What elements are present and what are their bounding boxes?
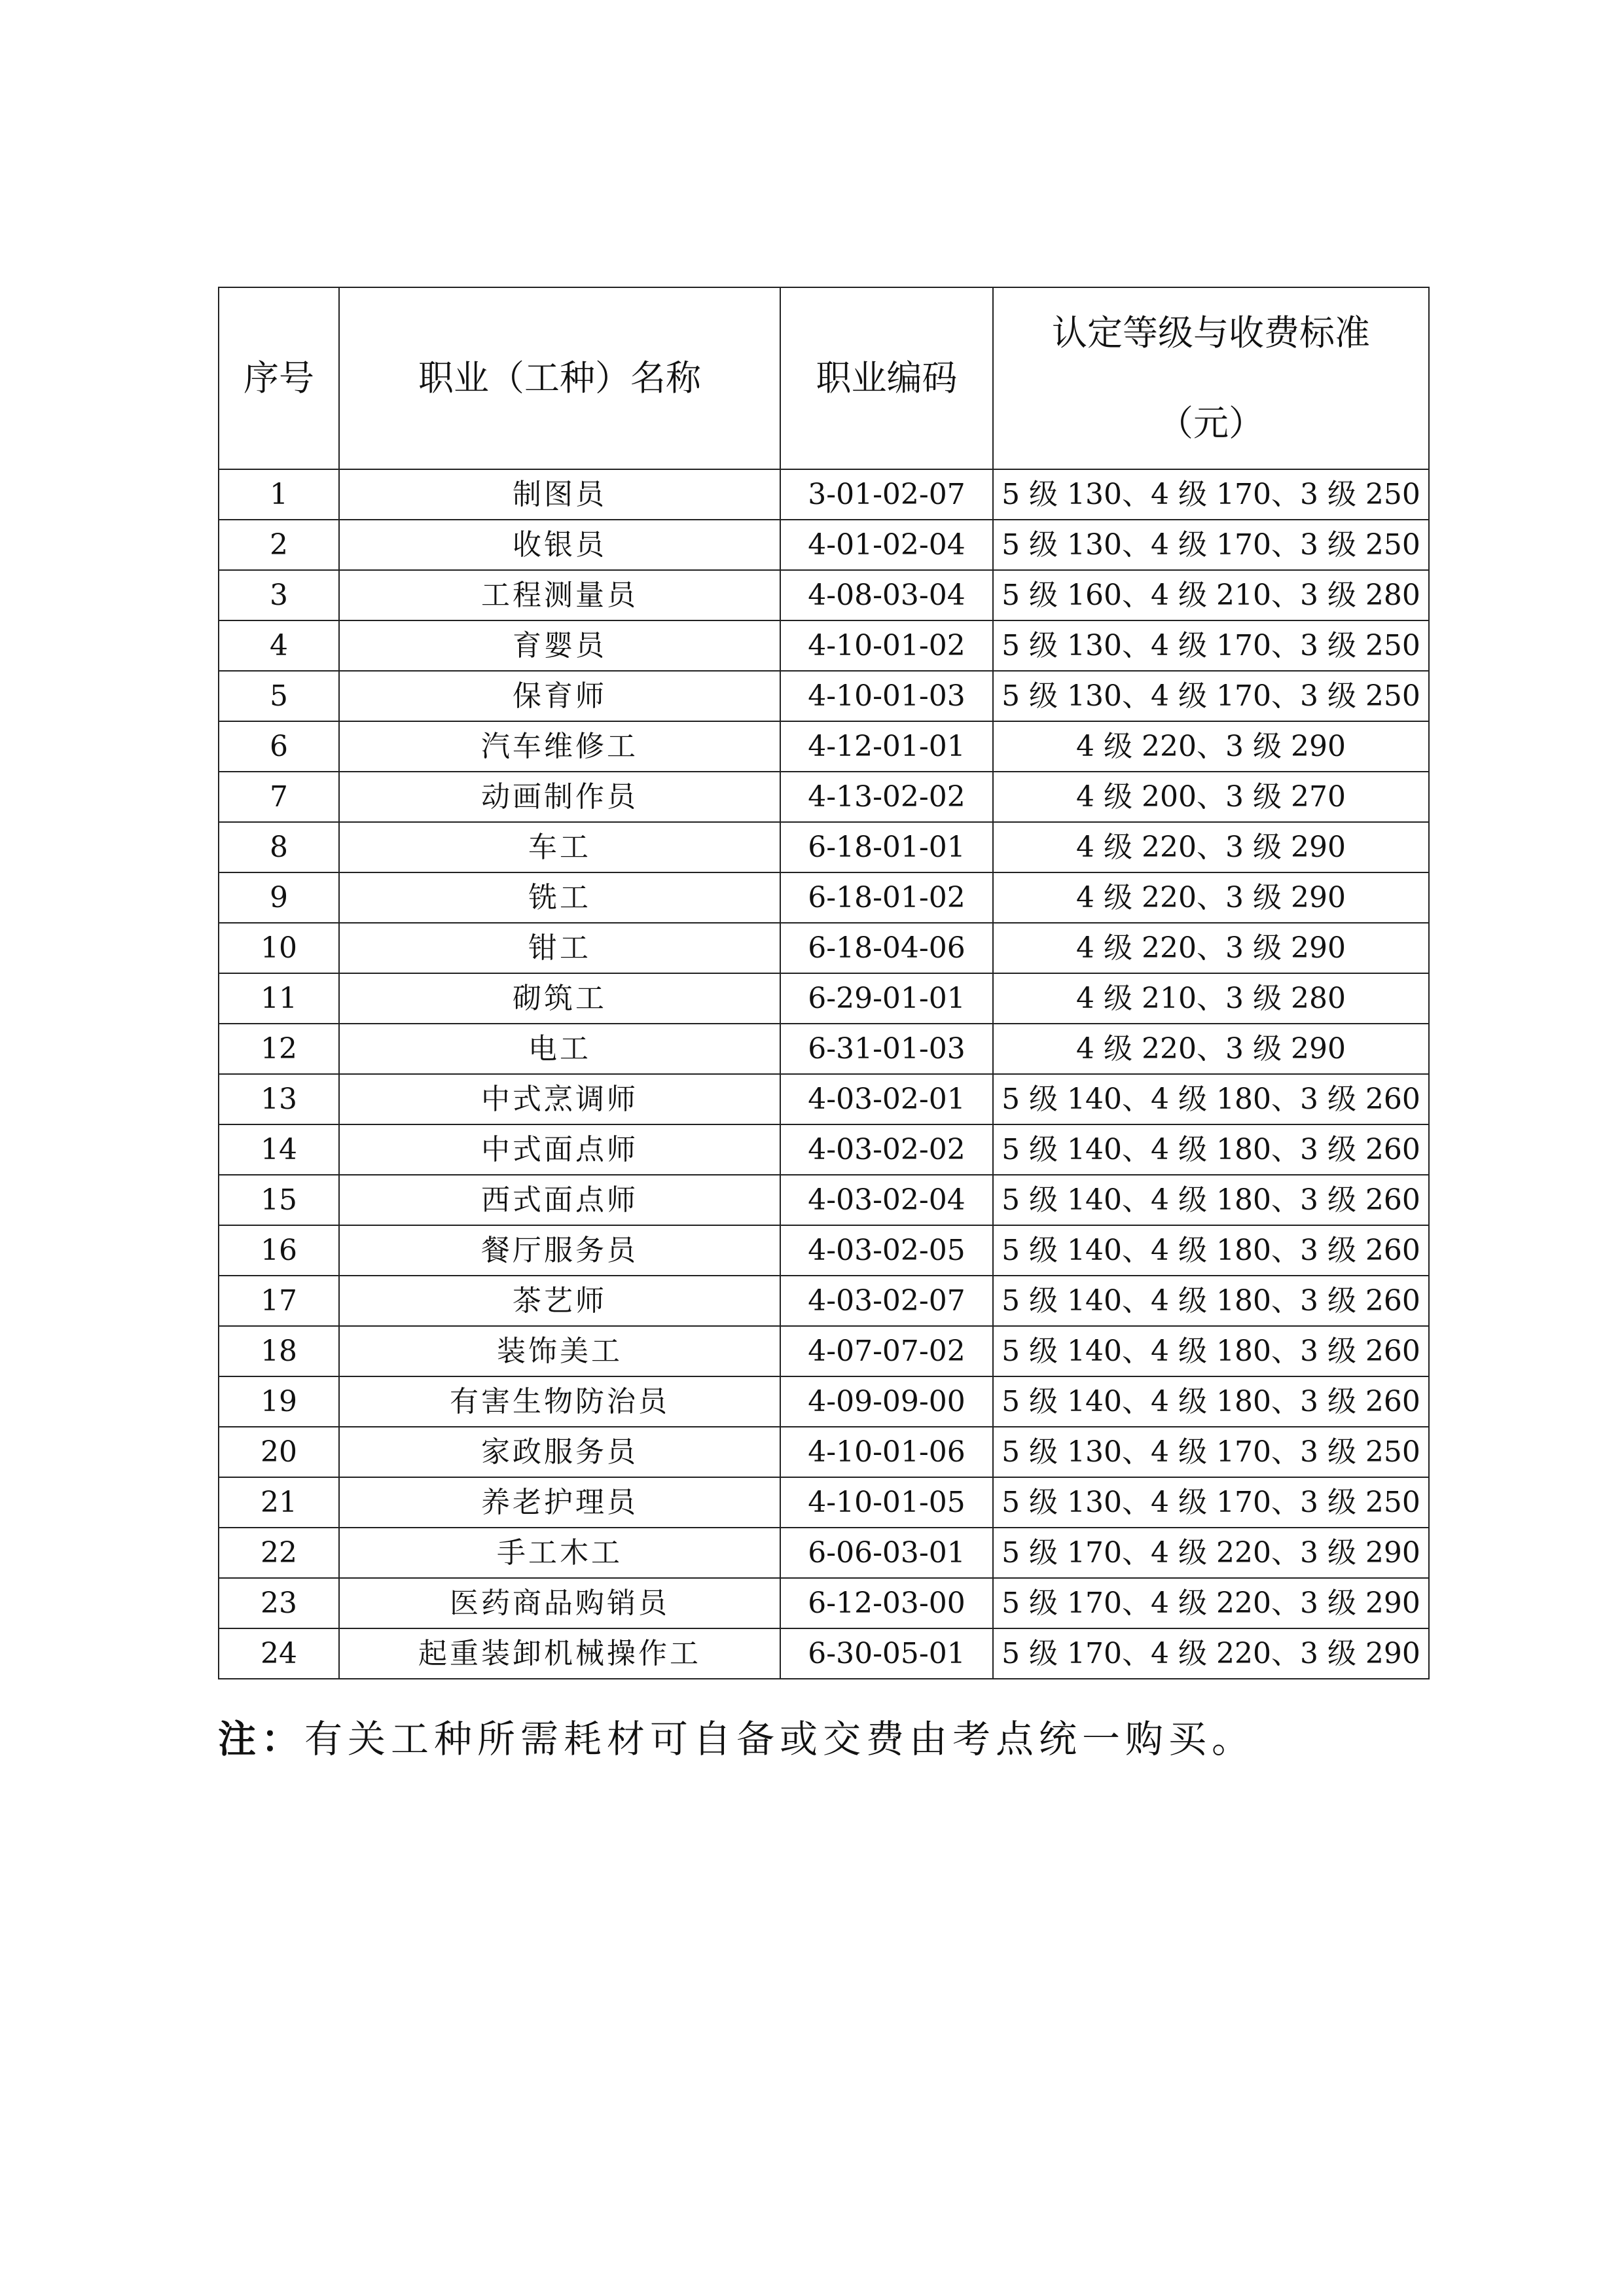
header-fee-standard xyxy=(993,287,1429,469)
cell-occupation-code: 4-03-02-05 xyxy=(780,1225,993,1276)
cell-seq: 23 xyxy=(219,1578,339,1628)
cell-occupation-code: 4-08-03-04 xyxy=(780,570,993,620)
cell-occupation-code: 4-10-01-03 xyxy=(780,671,993,721)
cell-occupation-code: 6-18-01-01 xyxy=(780,822,993,872)
cell-occupation-name: 车工 xyxy=(339,822,780,872)
cell-seq: 7 xyxy=(219,772,339,822)
footnote-prefix: 注： xyxy=(218,1717,305,1761)
cell-occupation-name: 电工 xyxy=(339,1024,780,1074)
cell-occupation-code: 6-29-01-01 xyxy=(780,973,993,1024)
cell-fee-standard: 5 级 130、4 级 170、3 级 250 xyxy=(993,1427,1429,1477)
cell-seq: 9 xyxy=(219,872,339,923)
cell-occupation-name: 茶艺师 xyxy=(339,1276,780,1326)
table-row xyxy=(219,469,1429,520)
table-row xyxy=(219,1175,1429,1225)
cell-occupation-name: 养老护理员 xyxy=(339,1477,780,1528)
cell-occupation-name: 工程测量员 xyxy=(339,570,780,620)
table-body xyxy=(219,469,1429,1679)
cell-fee-standard: 5 级 170、4 级 220、3 级 290 xyxy=(993,1628,1429,1679)
cell-occupation-name: 铣工 xyxy=(339,872,780,923)
footnote-text: 有关工种所需耗材可自备或交费由考点统一购买。 xyxy=(304,1717,1255,1761)
cell-fee-standard: 5 级 170、4 级 220、3 级 290 xyxy=(993,1578,1429,1628)
table-row xyxy=(219,923,1429,973)
cell-occupation-name: 保育师 xyxy=(339,671,780,721)
cell-occupation-code: 4-10-01-02 xyxy=(780,620,993,671)
table-row xyxy=(219,872,1429,923)
cell-occupation-code: 4-03-02-01 xyxy=(780,1074,993,1124)
table-row xyxy=(219,1024,1429,1074)
cell-seq: 1 xyxy=(219,469,339,520)
cell-occupation-name: 砌筑工 xyxy=(339,973,780,1024)
cell-fee-standard: 4 级 210、3 级 280 xyxy=(993,973,1429,1024)
fee-standard-table xyxy=(218,287,1430,1679)
cell-seq: 6 xyxy=(219,721,339,772)
cell-seq: 16 xyxy=(219,1225,339,1276)
table-row xyxy=(219,1427,1429,1477)
cell-seq: 18 xyxy=(219,1326,339,1376)
cell-fee-standard: 5 级 130、4 级 170、3 级 250 xyxy=(993,469,1429,520)
table-row xyxy=(219,822,1429,872)
table-row xyxy=(219,1276,1429,1326)
cell-occupation-code: 4-09-09-00 xyxy=(780,1376,993,1427)
cell-occupation-name: 手工木工 xyxy=(339,1528,780,1578)
cell-fee-standard: 5 级 130、4 级 170、3 级 250 xyxy=(993,671,1429,721)
cell-seq: 21 xyxy=(219,1477,339,1528)
cell-occupation-code: 4-07-07-02 xyxy=(780,1326,993,1376)
cell-fee-standard: 4 级 220、3 级 290 xyxy=(993,923,1429,973)
cell-occupation-name: 有害生物防治员 xyxy=(339,1376,780,1427)
header-fee-line1: 认定等级与收费标准 xyxy=(1052,312,1370,353)
cell-fee-standard: 5 级 140、4 级 180、3 级 260 xyxy=(993,1124,1429,1175)
cell-seq: 20 xyxy=(219,1427,339,1477)
cell-occupation-name: 制图员 xyxy=(339,469,780,520)
cell-fee-standard: 5 级 130、4 级 170、3 级 250 xyxy=(993,1477,1429,1528)
table-row xyxy=(219,671,1429,721)
header-occupation-name: 职业（工种）名称 xyxy=(339,287,780,469)
cell-seq: 2 xyxy=(219,520,339,570)
cell-fee-standard: 4 级 220、3 级 290 xyxy=(993,872,1429,923)
cell-seq: 24 xyxy=(219,1628,339,1679)
cell-fee-standard: 5 级 130、4 级 170、3 级 250 xyxy=(993,620,1429,671)
table-row xyxy=(219,1124,1429,1175)
cell-fee-standard: 4 级 220、3 级 290 xyxy=(993,1024,1429,1074)
cell-seq: 3 xyxy=(219,570,339,620)
table-row xyxy=(219,1376,1429,1427)
table-row xyxy=(219,570,1429,620)
cell-seq: 12 xyxy=(219,1024,339,1074)
cell-seq: 17 xyxy=(219,1276,339,1326)
cell-fee-standard: 5 级 140、4 级 180、3 级 260 xyxy=(993,1175,1429,1225)
cell-occupation-code: 4-03-02-02 xyxy=(780,1124,993,1175)
cell-seq: 10 xyxy=(219,923,339,973)
cell-fee-standard: 5 级 140、4 级 180、3 级 260 xyxy=(993,1376,1429,1427)
cell-occupation-name: 家政服务员 xyxy=(339,1427,780,1477)
cell-occupation-name: 餐厅服务员 xyxy=(339,1225,780,1276)
header-fee-line2: （元） xyxy=(1158,403,1264,444)
header-occupation-code: 职业编码 xyxy=(780,287,993,469)
cell-occupation-name: 钳工 xyxy=(339,923,780,973)
table-row xyxy=(219,721,1429,772)
cell-occupation-code: 4-10-01-06 xyxy=(780,1427,993,1477)
cell-fee-standard: 5 级 170、4 级 220、3 级 290 xyxy=(993,1528,1429,1578)
cell-occupation-code: 4-03-02-07 xyxy=(780,1276,993,1326)
cell-occupation-code: 6-18-01-02 xyxy=(780,872,993,923)
cell-occupation-code: 6-31-01-03 xyxy=(780,1024,993,1074)
cell-occupation-name: 起重装卸机械操作工 xyxy=(339,1628,780,1679)
cell-occupation-code: 4-03-02-04 xyxy=(780,1175,993,1225)
cell-fee-standard: 5 级 140、4 级 180、3 级 260 xyxy=(993,1276,1429,1326)
table-row xyxy=(219,1074,1429,1124)
cell-occupation-code: 4-13-02-02 xyxy=(780,772,993,822)
table-row xyxy=(219,973,1429,1024)
cell-seq: 4 xyxy=(219,620,339,671)
cell-seq: 22 xyxy=(219,1528,339,1578)
cell-occupation-name: 动画制作员 xyxy=(339,772,780,822)
footnote xyxy=(218,1708,1255,1763)
cell-seq: 13 xyxy=(219,1074,339,1124)
cell-occupation-code: 6-18-04-06 xyxy=(780,923,993,973)
cell-seq: 19 xyxy=(219,1376,339,1427)
cell-occupation-name: 育婴员 xyxy=(339,620,780,671)
cell-occupation-code: 6-30-05-01 xyxy=(780,1628,993,1679)
cell-fee-standard: 5 级 140、4 级 180、3 级 260 xyxy=(993,1326,1429,1376)
cell-occupation-code: 4-01-02-04 xyxy=(780,520,993,570)
cell-seq: 5 xyxy=(219,671,339,721)
cell-occupation-name: 收银员 xyxy=(339,520,780,570)
cell-fee-standard: 4 级 200、3 级 270 xyxy=(993,772,1429,822)
cell-occupation-name: 医药商品购销员 xyxy=(339,1578,780,1628)
cell-occupation-code: 4-10-01-05 xyxy=(780,1477,993,1528)
cell-seq: 11 xyxy=(219,973,339,1024)
cell-occupation-code: 6-06-03-01 xyxy=(780,1528,993,1578)
cell-seq: 14 xyxy=(219,1124,339,1175)
table-row xyxy=(219,772,1429,822)
table-row xyxy=(219,520,1429,570)
header-row xyxy=(219,287,1429,469)
table-row xyxy=(219,620,1429,671)
table-row xyxy=(219,1326,1429,1376)
cell-fee-standard: 4 级 220、3 级 290 xyxy=(993,822,1429,872)
cell-occupation-code: 4-12-01-01 xyxy=(780,721,993,772)
table-row xyxy=(219,1225,1429,1276)
cell-occupation-code: 6-12-03-00 xyxy=(780,1578,993,1628)
cell-occupation-name: 装饰美工 xyxy=(339,1326,780,1376)
cell-occupation-name: 中式面点师 xyxy=(339,1124,780,1175)
cell-seq: 8 xyxy=(219,822,339,872)
header-seq: 序号 xyxy=(219,287,339,469)
cell-occupation-name: 西式面点师 xyxy=(339,1175,780,1225)
table-header xyxy=(219,287,1429,469)
cell-fee-standard: 5 级 160、4 级 210、3 级 280 xyxy=(993,570,1429,620)
table-row xyxy=(219,1628,1429,1679)
cell-fee-standard: 4 级 220、3 级 290 xyxy=(993,721,1429,772)
table-row xyxy=(219,1477,1429,1528)
cell-fee-standard: 5 级 130、4 级 170、3 级 250 xyxy=(993,520,1429,570)
cell-fee-standard: 5 级 140、4 级 180、3 级 260 xyxy=(993,1225,1429,1276)
table-row xyxy=(219,1578,1429,1628)
cell-fee-standard: 5 级 140、4 级 180、3 级 260 xyxy=(993,1074,1429,1124)
cell-occupation-name: 中式烹调师 xyxy=(339,1074,780,1124)
cell-seq: 15 xyxy=(219,1175,339,1225)
cell-occupation-name: 汽车维修工 xyxy=(339,721,780,772)
table-row xyxy=(219,1528,1429,1578)
cell-occupation-code: 3-01-02-07 xyxy=(780,469,993,520)
